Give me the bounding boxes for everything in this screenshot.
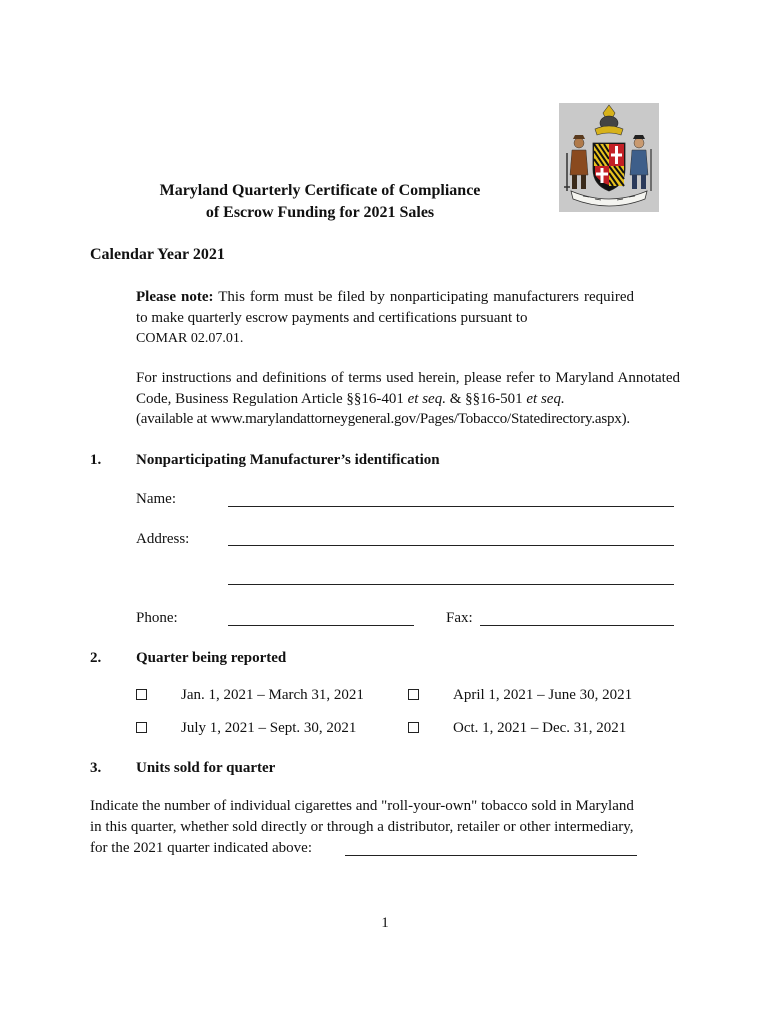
phone-label: Phone: bbox=[136, 610, 178, 626]
section-1-number: 1. bbox=[90, 452, 102, 468]
document-title bbox=[0, 180, 640, 224]
instructions-et-seq-2: et seq. bbox=[526, 390, 565, 407]
address-label: Address: bbox=[136, 531, 190, 547]
note-comar: COMAR 02.07.01. bbox=[136, 331, 244, 346]
quarter-3-checkbox[interactable] bbox=[136, 722, 147, 733]
address-field-line-1[interactable] bbox=[228, 545, 674, 546]
units-sold-field[interactable] bbox=[345, 855, 637, 856]
title-line-1: Maryland Quarterly Certificate of Compliance bbox=[159, 182, 481, 199]
section-2-heading: Quarter being reported bbox=[136, 650, 287, 666]
section-2-number: 2. bbox=[90, 650, 102, 666]
instructions-url-line: (available at www.marylandattorneygeneral.gov/Pages/Tobacco/Statedirectory.aspx). bbox=[136, 411, 630, 427]
address-field-line-2[interactable] bbox=[228, 584, 674, 585]
instructions-paragraph bbox=[136, 368, 680, 409]
instructions-et-seq-1: et seq. bbox=[407, 390, 446, 407]
instructions-text-1: For instructions and definitions of terms used herein, please refer to Maryland Annotated Code, Business Regulation Article §§16-401 bbox=[136, 370, 680, 407]
name-label: Name: bbox=[136, 491, 176, 507]
note-label: Please note: bbox=[136, 289, 214, 305]
section-1-heading: Nonparticipating Manufacturer’s identification bbox=[136, 452, 440, 468]
phone-field[interactable] bbox=[228, 625, 414, 626]
quarter-2-label: April 1, 2021 – June 30, 2021 bbox=[453, 687, 633, 703]
units-text-line-1: Indicate the number of individual cigarettes and "roll-your-own" tobacco sold in Maryland bbox=[90, 798, 634, 814]
page-number: 1 bbox=[381, 915, 389, 931]
quarter-1-label: Jan. 1, 2021 – March 31, 2021 bbox=[181, 687, 364, 703]
quarter-3-label: July 1, 2021 – Sept. 30, 2021 bbox=[181, 720, 357, 736]
quarter-2-checkbox[interactable] bbox=[408, 689, 419, 700]
section-3-heading: Units sold for quarter bbox=[136, 760, 276, 776]
fax-label: Fax: bbox=[446, 610, 473, 626]
name-field[interactable] bbox=[228, 506, 674, 507]
section-3-number: 3. bbox=[90, 760, 102, 776]
instructions-text-2: & §§16-501 bbox=[445, 390, 527, 407]
quarter-4-label: Oct. 1, 2021 – Dec. 31, 2021 bbox=[453, 720, 627, 736]
calendar-year-heading: Calendar Year 2021 bbox=[90, 246, 225, 263]
title-line-2: of Escrow Funding for 2021 Sales bbox=[205, 204, 435, 221]
quarter-4-checkbox[interactable] bbox=[408, 722, 419, 733]
note-text: This form must be filed by nonparticipating manufacturers required to make quarterly escrow payments and certifications pursuant to bbox=[136, 289, 634, 326]
quarter-1-checkbox[interactable] bbox=[136, 689, 147, 700]
units-text-line-2: in this quarter, whether sold directly or through a distributor, retailer or other intermediary, bbox=[90, 819, 634, 835]
note-paragraph bbox=[136, 287, 634, 328]
fax-field[interactable] bbox=[480, 625, 674, 626]
units-text-line-3: for the 2021 quarter indicated above: bbox=[90, 840, 312, 856]
